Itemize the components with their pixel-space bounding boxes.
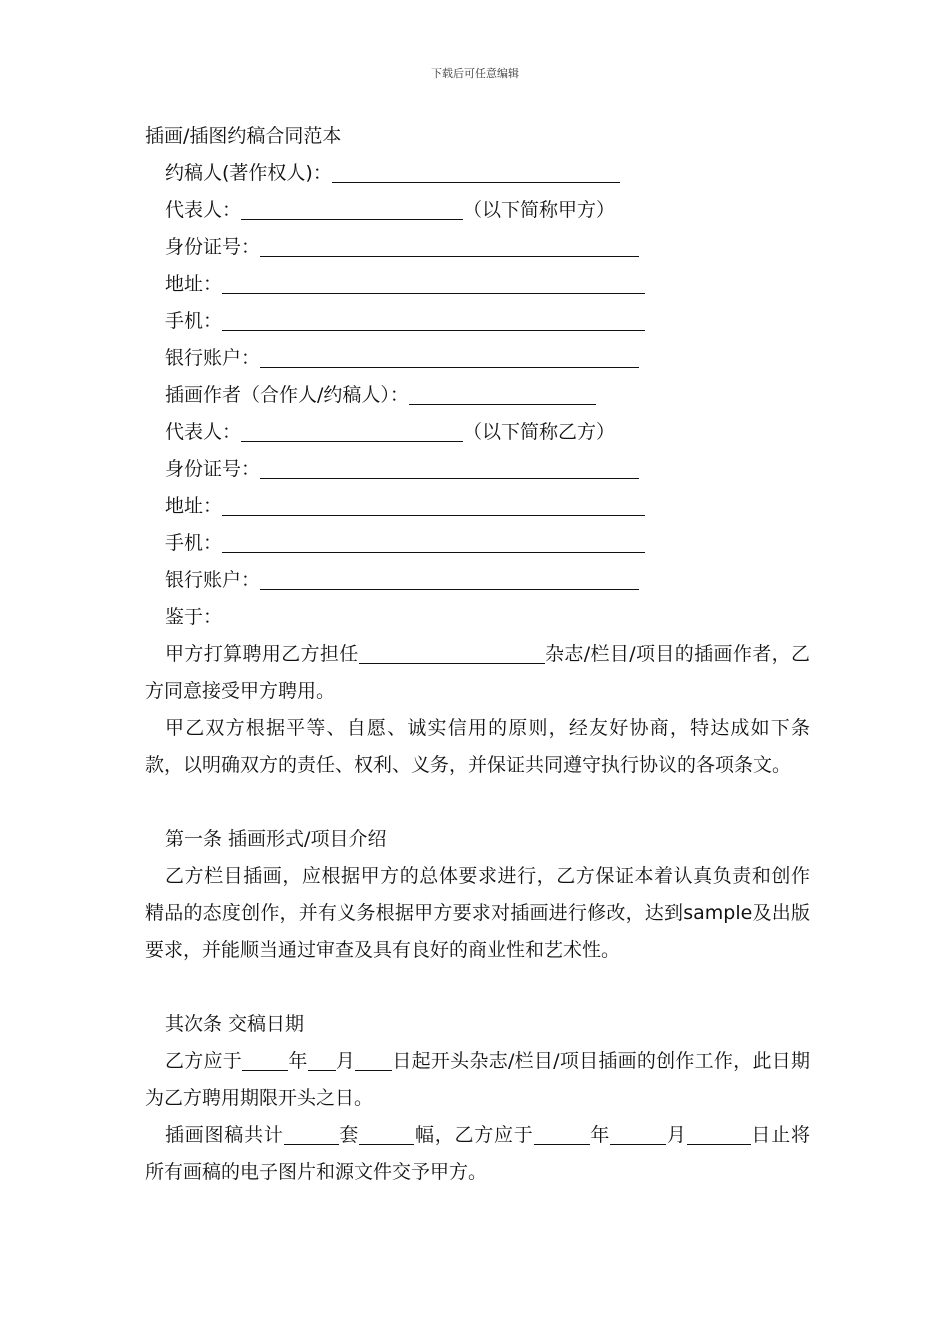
phone-blank[interactable] [222, 306, 645, 331]
start-month-blank[interactable] [308, 1046, 336, 1071]
header-note: 下载后可任意编辑 [431, 67, 519, 80]
para-hire [145, 636, 810, 710]
sets-blank[interactable] [284, 1120, 339, 1145]
article1-heading: 第一条 插画形式/项目介绍 [165, 828, 387, 850]
party-b-bank-row [165, 562, 639, 599]
start-text: 乙方应于 [165, 1050, 243, 1072]
start-year-blank[interactable] [242, 1046, 288, 1071]
party-a-bank-row [165, 340, 639, 377]
id-blank[interactable] [260, 454, 639, 479]
start-rest: 日起开头杂志/栏目/项目插画的创作工作，此日期为乙方聘用期限开头之日。 [145, 1050, 810, 1109]
bank-label: 银行账户： [165, 347, 261, 369]
rep-suffix: （以下简称甲方） [463, 199, 616, 221]
whereas-label: 鉴于： [165, 606, 223, 628]
para-hire-b: 杂志/栏目/项目的插画作者，乙方同意接受甲方聘用。 [145, 643, 810, 702]
article2-para2 [145, 1117, 810, 1191]
month-label: 月 [335, 1050, 356, 1072]
phone-blank[interactable] [222, 528, 645, 553]
author-blank[interactable] [409, 380, 596, 405]
year-label: 年 [288, 1050, 308, 1072]
rep-blank[interactable] [241, 195, 463, 220]
party-b-address-row [165, 488, 645, 525]
end-year-blank[interactable] [534, 1120, 590, 1145]
address-blank[interactable] [222, 269, 645, 294]
contract-title: 插画/插图约稿合同范本 [145, 125, 342, 147]
rep-suffix: （以下简称乙方） [463, 421, 616, 443]
client-label: 约稿人(著作权人)： [165, 162, 332, 184]
para-principles: 甲乙双方根据平等、自愿、诚实信用的原则，经友好协商，特达成如下条款，以明确双方的责任、权利、义务，并保证共同遵守执行协议的各项条文。 [145, 717, 810, 776]
party-a-phone-row [165, 303, 645, 340]
end-day-blank[interactable] [687, 1120, 751, 1145]
magazine-blank[interactable] [359, 639, 545, 664]
party-b-id-row [165, 451, 639, 488]
party-b-phone-row [165, 525, 645, 562]
para-hire-a: 甲方打算聘用乙方担任 [165, 643, 359, 665]
start-day-blank[interactable] [355, 1046, 392, 1071]
party-a-address-row [165, 266, 645, 303]
rep-blank[interactable] [241, 417, 463, 442]
party-a-rep-row [165, 192, 615, 229]
end-month-blank[interactable] [610, 1120, 666, 1145]
party-a-id-row [165, 229, 639, 266]
rep-label: 代表人： [165, 199, 242, 221]
month-label: 月 [666, 1124, 687, 1146]
client-blank[interactable] [332, 158, 620, 183]
id-blank[interactable] [260, 232, 639, 257]
pieces-blank[interactable] [359, 1120, 414, 1145]
article2-heading: 其次条 交稿日期 [165, 1013, 305, 1035]
address-label: 地址： [165, 273, 223, 295]
rep-label: 代表人： [165, 421, 242, 443]
total-text: 插画图稿共计 [165, 1124, 284, 1146]
phone-label: 手机： [165, 532, 223, 554]
article2-para1 [145, 1043, 810, 1117]
pieces-label: 幅，乙方应于 [414, 1124, 534, 1146]
party-a-client-row [165, 155, 620, 192]
bank-blank[interactable] [260, 343, 639, 368]
article1-body: 乙方栏目插画，应根据甲方的总体要求进行，乙方保证本着认真负责和创作精品的态度创作，并有义务根据甲方要求对插画进行修改，达到sample及出版要求，并能顺当通过审查及具有良好的商业性和艺术性。 [145, 865, 810, 961]
address-label: 地址： [165, 495, 223, 517]
year-label: 年 [589, 1124, 611, 1146]
id-label: 身份证号： [165, 458, 261, 480]
delivery-rest: 日止将所有画稿的电子图片和源文件交予甲方。 [145, 1124, 810, 1183]
phone-label: 手机： [165, 310, 223, 332]
author-label: 插画作者（合作人/约稿人）： [165, 384, 409, 406]
address-blank[interactable] [222, 491, 645, 516]
party-b-rep-row [165, 414, 615, 451]
bank-label: 银行账户： [165, 569, 261, 591]
id-label: 身份证号： [165, 236, 261, 258]
party-b-author-row [165, 377, 596, 414]
bank-blank[interactable] [260, 565, 639, 590]
sets-label: 套 [338, 1124, 360, 1146]
